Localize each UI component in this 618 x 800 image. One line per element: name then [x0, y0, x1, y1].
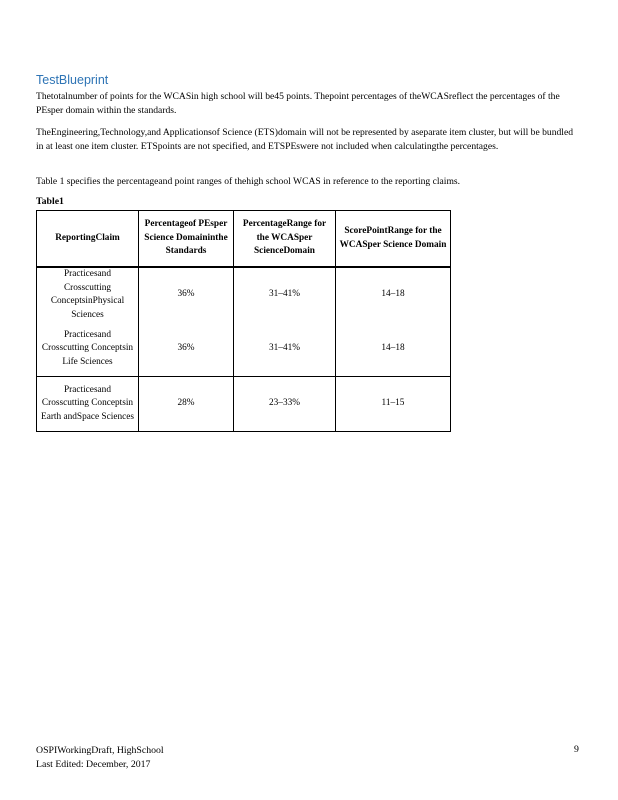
header-reporting-claim: ReportingClaim [37, 211, 139, 268]
paragraph-ets-domain: TheEngineering,Technology,and Applicationsof Science (ETS)domain will not be represented by aseparate item cluster, but will be bundled in at least one item cluster. ETSpoints are not specified, and ETSPEswere not included when calculatingthe percentages. [36, 127, 574, 152]
page-footer [36, 744, 164, 772]
paragraph-table-intro: Table 1 specifies the percentageand point ranges of thehigh school WCAS in reference to the reporting claims. [36, 176, 461, 187]
cell-percentage: 28% [139, 377, 234, 432]
cell-claim: Practicesand Crosscutting Conceptsin Earth andSpace Sciences [37, 377, 139, 432]
cell-range: 31–41% [234, 322, 336, 377]
cell-score-range: 11–15 [336, 377, 451, 432]
cell-range: 23–33% [234, 377, 336, 432]
section-heading: TestBlueprint [36, 73, 109, 87]
table-caption: Table1 [36, 196, 64, 207]
footer-last-edited: Last Edited: December, 2017 [36, 759, 151, 770]
cell-claim: Practicesand Crosscutting ConceptsinPhysical Sciences [37, 267, 139, 322]
table-row [37, 322, 451, 377]
paragraph-total-points: Thetotalnumber of points for the WCASin high school will be45 points. Thepoint percentages of theWCASreflect the percentages of the PEsper domain within the standards. [36, 91, 560, 116]
footer-draft-label: OSPIWorkingDraft, HighSchool [36, 745, 164, 756]
header-score-point-range: ScorePointRange for the WCASper Science Domain [336, 211, 451, 268]
blueprint-table [36, 210, 451, 432]
header-percentage-pes: Percentageof PEsper Science Domaininthe Standards [139, 211, 234, 268]
cell-percentage: 36% [139, 267, 234, 322]
cell-score-range: 14–18 [336, 322, 451, 377]
table-row [37, 377, 451, 432]
table-header-row [37, 211, 451, 268]
header-percentage-range: PercentageRange for the WCASper ScienceDomain [234, 211, 336, 268]
table-row [37, 267, 451, 322]
cell-claim: Practicesand Crosscutting Conceptsin Life Sciences [37, 322, 139, 377]
cell-percentage: 36% [139, 322, 234, 377]
cell-score-range: 14–18 [336, 267, 451, 322]
cell-range: 31–41% [234, 267, 336, 322]
page-number: 9 [574, 744, 579, 755]
